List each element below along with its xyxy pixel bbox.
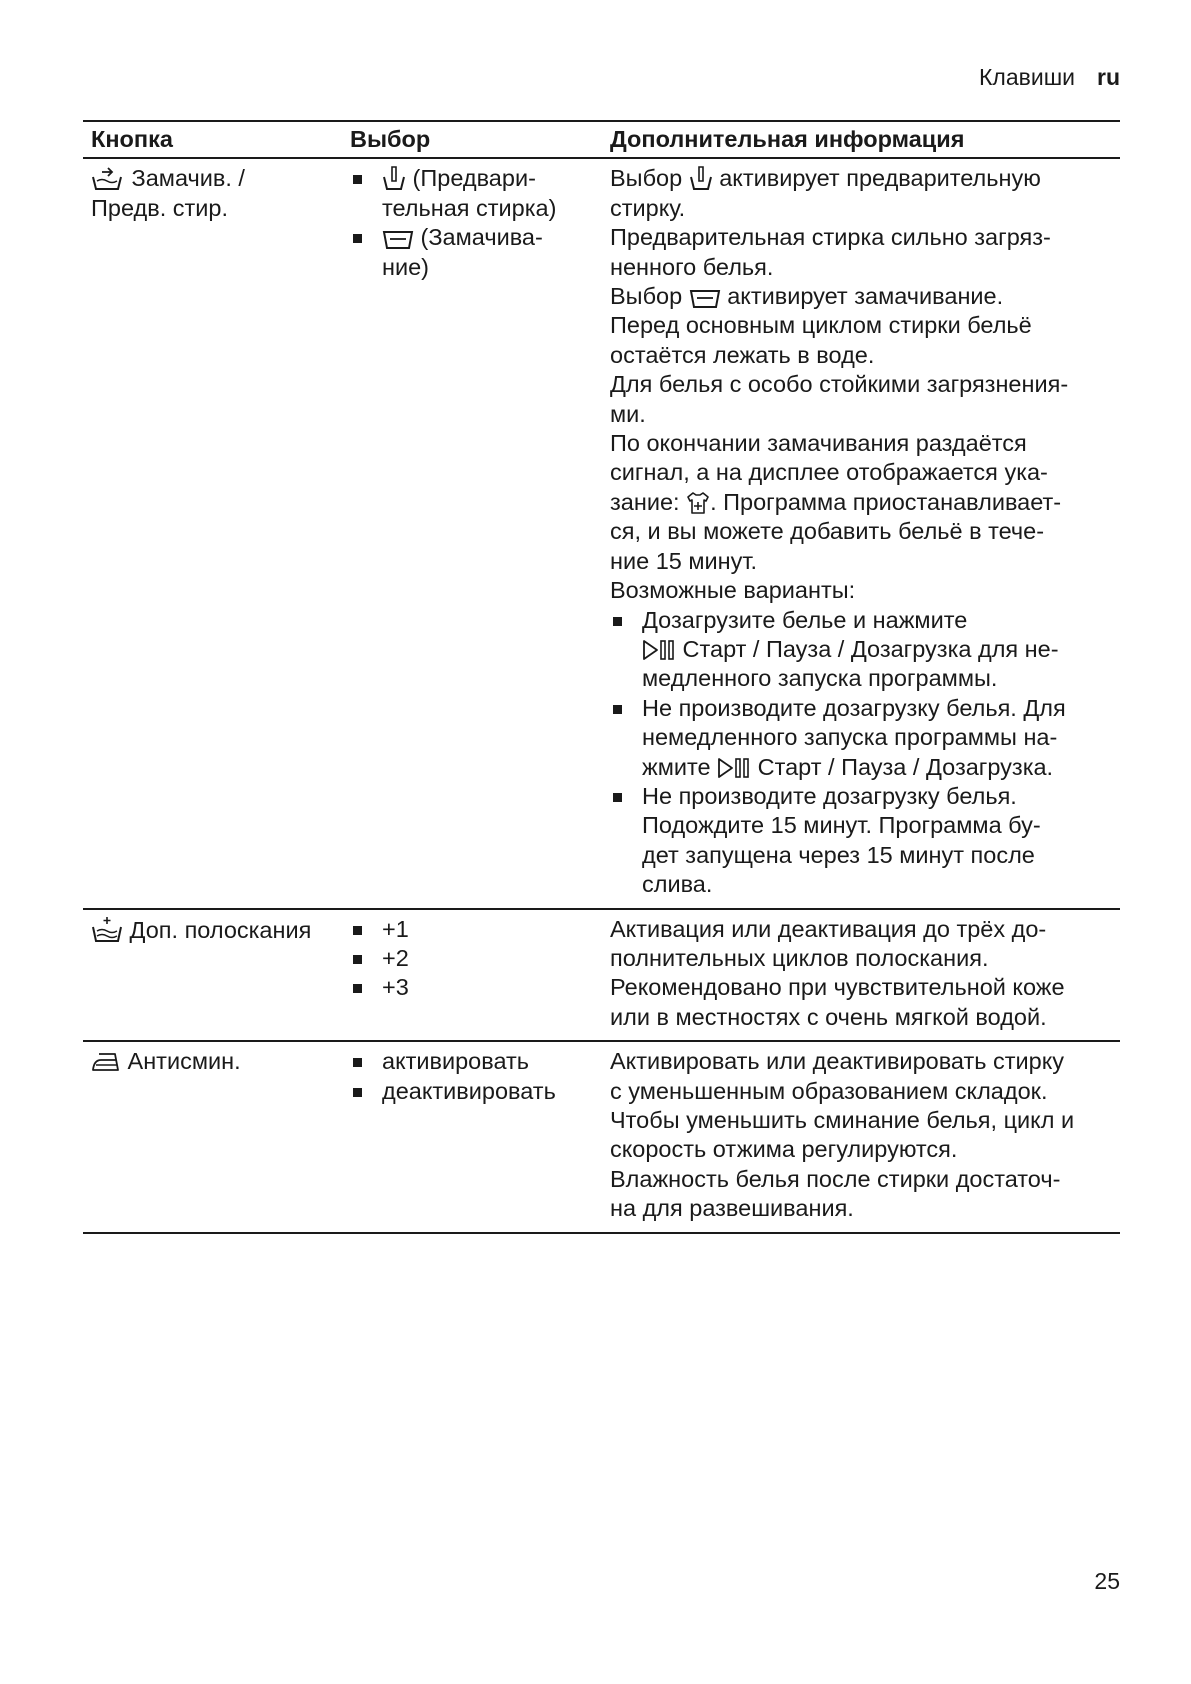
start-pause-icon — [717, 756, 751, 780]
list-item: деактивировать — [350, 1077, 602, 1106]
language-code: ru — [1097, 64, 1120, 90]
button-label: Антисмин. — [127, 1048, 241, 1075]
list-item: +1 — [350, 915, 602, 944]
variants-list — [610, 606, 1120, 900]
table-row — [83, 158, 1120, 908]
soak-icon — [382, 228, 414, 250]
selection-cell — [342, 158, 602, 908]
buttons-table — [83, 120, 1120, 1234]
column-header-info: Дополнительная информация — [602, 121, 1120, 158]
table-row — [83, 1041, 1120, 1232]
prewash-icon — [689, 165, 713, 191]
iron-icon — [91, 1050, 121, 1074]
info-cell: Активация или деактивация до трёх до- полнительных циклов полоскания. Рекомендовано при чувствительной коже или в местностях с очень мягкой водой. — [602, 909, 1120, 1042]
column-header-button: Кнопка — [83, 121, 342, 158]
list-item: Не производите дозагрузку белья. Подождите 15 минут. Программа бу- дет запущена через 15 минут после слива. — [610, 782, 1120, 900]
page-number: 25 — [1094, 1568, 1120, 1594]
list-item: Дозагрузите белье и нажмите Старт / Пауза / Дозагрузка для не- медленного запуска программы. — [610, 606, 1120, 694]
info-cell: Выбор активирует предварительную стирку. Предварительная стирка сильно загряз- ненного белья. Выбор активирует замачивание. Перед основным циклом стирки бельё остаётся лежать в воде. Для белья с особо стойкими загрязнения- ми. По окончании замачивания раздаётся сигнал, а на дисплее отображается ука- зание: . Программа приостанавливает- ся, и вы можете добавить бельё в тече- ние 15 минут. Возможные варианты: Дозагрузите белье и нажмите Старт / Пауза / Дозагрузка для не- медленного запуска программы. Не производите дозагрузку белья. Для немедленного запуска программы на- жмите Старт / Пауза / Дозагрузка. Не производите дозагрузку белья. Подождите 15 минут. Программа бу- дет запущена через 15 минут после слива. — [602, 158, 1120, 908]
column-header-selection: Выбор — [342, 121, 602, 158]
button-label: Доп. полоскания — [129, 916, 312, 943]
table-row — [83, 909, 1120, 1042]
prewash-icon — [382, 165, 406, 191]
soak-prewash-icon — [91, 165, 125, 191]
table-header-row — [83, 121, 1120, 158]
list-item: +2 — [350, 944, 602, 973]
selection-cell — [342, 909, 602, 1042]
start-pause-icon — [642, 638, 676, 662]
option-prewash: (Предвари- тельная стирка) — [350, 164, 602, 223]
option-list — [350, 164, 602, 282]
button-cell — [83, 158, 342, 908]
soak-icon — [689, 287, 721, 309]
list-item: активировать — [350, 1047, 602, 1076]
extra-rinse-icon — [91, 915, 123, 943]
section-title: Клавиши — [979, 64, 1075, 90]
option-soak: (Замачива- ние) — [350, 223, 602, 282]
button-cell — [83, 909, 342, 1042]
info-cell: Активировать или деактивировать стирку с уменьшенным образованием складок. Чтобы уменьшить сминание белья, цикл и скорость отжима регулируются. Влажность белья после стирки достаточ- на для развешивания. — [602, 1041, 1120, 1232]
selection-cell — [342, 1041, 602, 1232]
option-list — [350, 915, 602, 1003]
button-label: Замачив. / — [131, 165, 245, 192]
button-label-continued: Предв. стир. — [91, 194, 229, 221]
add-laundry-icon — [686, 491, 710, 515]
option-list — [350, 1047, 602, 1106]
list-item: Не производите дозагрузку белья. Для немедленного запуска программы на- жмите Старт / Пауза / Дозагрузка. — [610, 694, 1120, 782]
page-header — [979, 64, 1120, 91]
list-item: +3 — [350, 973, 602, 1002]
button-cell — [83, 1041, 342, 1232]
